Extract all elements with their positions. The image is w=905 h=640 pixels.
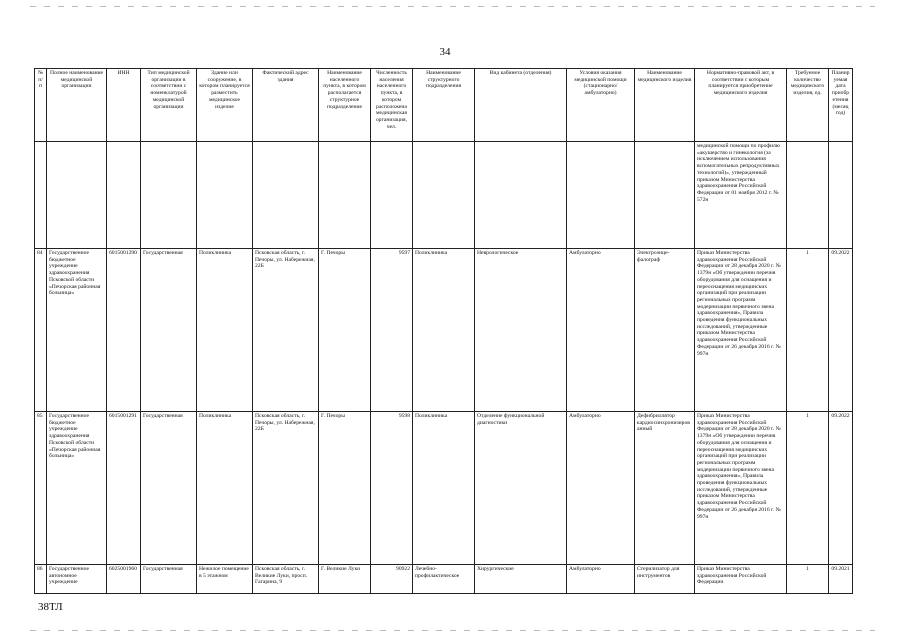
population: 90922 <box>371 565 413 594</box>
conditions: Амбулаторно <box>567 565 635 594</box>
purchase-date: 09.2021 <box>829 565 853 594</box>
row-number: 84 <box>35 249 47 412</box>
org-type: Государственная <box>141 565 197 594</box>
header-cell: Здание или сооружение, в котором планируется разместить медицинское изделие <box>197 69 253 142</box>
header-cell: Требуемое количество медицинского изделия, ед. <box>787 69 829 142</box>
locality: Г. Печоры <box>319 249 371 412</box>
org-type: Государственная <box>141 249 197 412</box>
cabinet: Отделение функциональной диагностики <box>475 412 567 565</box>
address: Псковская область, г. Печоры, ул. Набережная, 22Б <box>253 412 319 565</box>
cabinet: Неврологическое <box>475 249 567 412</box>
header-cell: Тип медицинской организации в соответствии с номенклатурой медицинской организации <box>141 69 197 142</box>
header-cell: Планируемая дата приобретения (месяц год) <box>829 69 853 142</box>
legal-act: Приказ Министерства здравоохранения Российской Федерации от 28 декабря 2020 г. № 1379н «Об утверждении перечня оборудования для оснащения и переоснащения медицинских организаций при реализации региональных программ модернизации первичного звена здравоохранения», Правила проведения функциональных исследований, утвержденные приказом Министерства здравоохранения Российской Федерации от 26 декабря 2016 г. № 997н <box>695 412 787 565</box>
header-cell: Полное наименование медицинской организации <box>47 69 107 142</box>
org-name: Государственное бюджетное учреждение здравоохранения Псковской области «Печорская районная больница» <box>47 249 107 412</box>
table-row <box>35 249 853 412</box>
locality: Г. Великие Луки <box>319 565 371 594</box>
conditions: Амбулаторно <box>567 412 635 565</box>
inn: 6015001291 <box>107 412 141 565</box>
header-cell: Наименование населенного пункта, в котором располагается структурное подразделение <box>319 69 371 142</box>
locality: Г. Печоры <box>319 412 371 565</box>
header-cell: Условия оказания медицинской помощи (стационарно/ амбулаторно) <box>567 69 635 142</box>
address: Псковская область, г. Великие Луки, просп. Гагарина, 9 <box>253 565 319 594</box>
legal-act: Приказ Министерства здравоохранения Российской Федерации <box>695 565 787 594</box>
header-cell: Вид кабинета (отделения) <box>475 69 567 142</box>
inn: 6025001960 <box>107 565 141 594</box>
quantity: 1 <box>787 412 829 565</box>
building: Поликлиника <box>197 412 253 565</box>
table-header-row <box>35 69 853 142</box>
header-cell: Фактический адрес здания <box>253 69 319 142</box>
cabinet: Хирургические <box>475 565 567 594</box>
scan-artifact-bottom <box>30 630 875 631</box>
table-row <box>35 412 853 565</box>
unit: Лечебно-профилактическое <box>413 565 475 594</box>
equipment-table <box>34 68 853 594</box>
scan-artifact-top <box>30 6 875 7</box>
device: Стерилизатор для инструментов <box>635 565 695 594</box>
header-cell: Наименование медицинского изделия <box>635 69 695 142</box>
header-cell: Наименование структурного подразделения <box>413 69 475 142</box>
quantity: 1 <box>787 565 829 594</box>
building: Поликлиника <box>197 249 253 412</box>
device: Дефибриллятор кардиосинхронизированный <box>635 412 695 565</box>
header-cell: ИНН <box>107 69 141 142</box>
header-cell: № п/п <box>35 69 47 142</box>
header-cell: Нормативно-правовой акт, в соответствии с которым планируется приобретение медицинского изделия <box>695 69 787 142</box>
footer-code: 38ТЛ <box>38 601 63 613</box>
row-number: 86 <box>35 565 47 594</box>
unit: Поликлиника <box>413 249 475 412</box>
device: Электроэнце-фалограф <box>635 249 695 412</box>
page-number: 34 <box>439 46 451 58</box>
purchase-date: 09.2022 <box>829 412 853 565</box>
header-cell: Численность населения населенного пункта, в котором расположена медицинская организация, чел. <box>371 69 413 142</box>
building: Нежилое помещение в 5 этажном <box>197 565 253 594</box>
population: 9597 <box>371 249 413 412</box>
inn: 6015001290 <box>107 249 141 412</box>
table-row-continuation <box>35 142 853 249</box>
org-type: Государственная <box>141 412 197 565</box>
row-number: 85 <box>35 412 47 565</box>
act-continuation-cell: медицинской помощи по профилю «акушерство и гинекология (за исключением использования вспомогательных репродуктивных технологий)», утвержденный приказом Министерства здравоохранения Российской Федерации от 01 ноября 2012 г. № 572н <box>695 142 787 249</box>
conditions: Амбулаторно <box>567 249 635 412</box>
unit: Поликлиника <box>413 412 475 565</box>
org-name: Государственное бюджетное учреждение здравоохранения Псковской области «Печорская районная больница» <box>47 412 107 565</box>
org-name: Государственное автономное учреждение <box>47 565 107 594</box>
quantity: 1 <box>787 249 829 412</box>
purchase-date: 09.2022 <box>829 249 853 412</box>
table-row <box>35 565 853 594</box>
legal-act: Приказ Министерства здравоохранения Российской Федерации от 28 декабря 2020 г. № 1379н «Об утверждении перечня оборудования для оснащения и переоснащения медицинских организаций при реализации региональных программ модернизации первичного звена здравоохранения», Правила проведения функциональных исследований, утвержденные приказом Министерства здравоохранения Российской Федерации от 26 декабря 2016 г. № 997н <box>695 249 787 412</box>
population: 9598 <box>371 412 413 565</box>
address: Псковская область, г. Печоры, ул. Набережная, 22Б <box>253 249 319 412</box>
